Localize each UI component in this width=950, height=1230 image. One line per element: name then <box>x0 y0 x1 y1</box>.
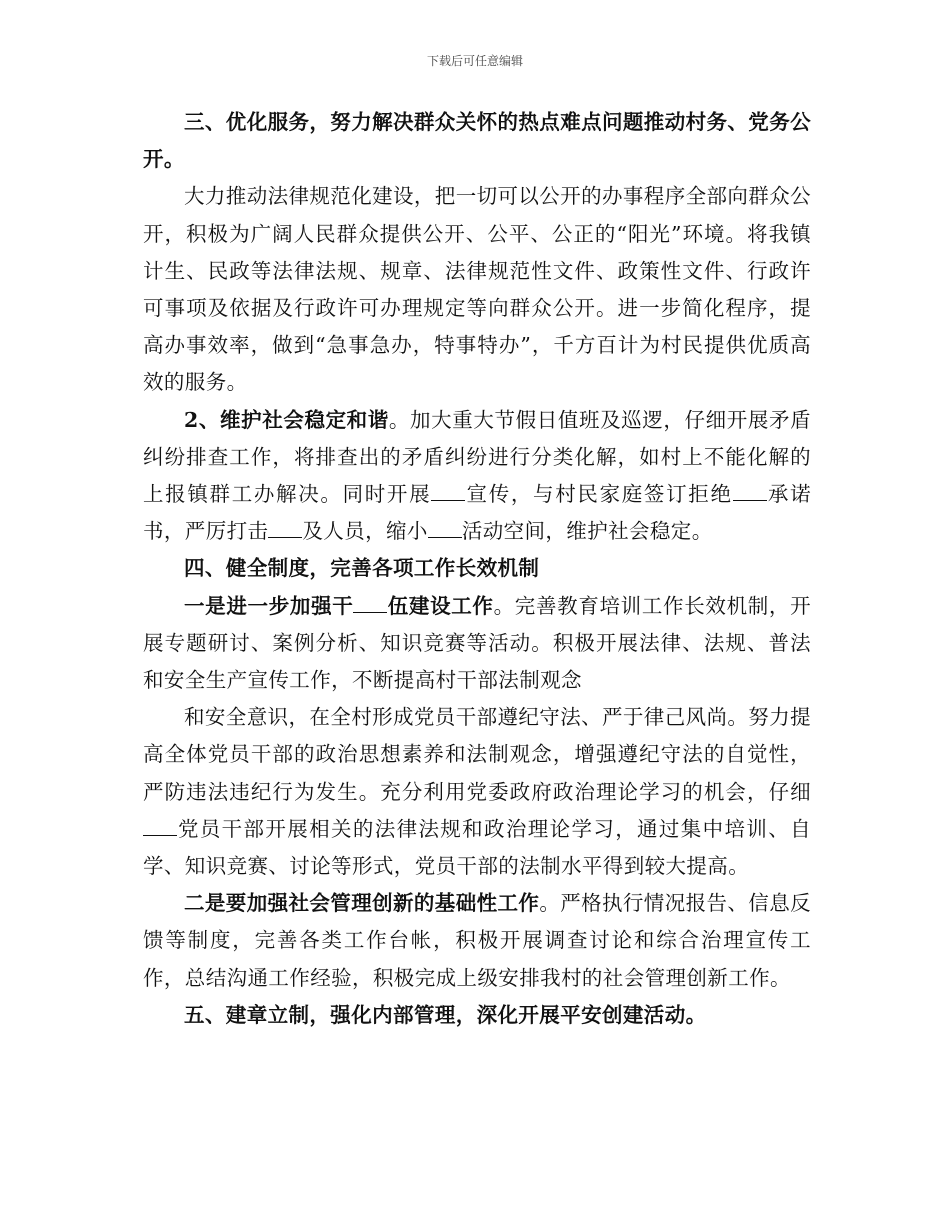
text-run: 和安全意识，在全村形成党员干部遵纪守法、严于律己风尚。努力提高全体党员干部的政治思想素养和法制观念，增强遵纪守法的自觉性，严防违法违纪行为发生。充分利用党委政府政治理论学习的机会，仔细 <box>143 705 811 804</box>
blank-underline <box>431 482 465 501</box>
text-run: 。完善教育培训工作长效机制，开展专题研讨、案例分析、知识竞赛等活动。积极开展法律、法规、普法和安全生产宣传工作，不断提高村干部法制观念 <box>143 593 812 693</box>
text-run: 及人员，缩小 <box>302 519 428 544</box>
paragraph-legal-disclosure: 大力推动法律规范化建设，把一切可以公开的办事程序全部向群众公开，积极为广阔人民群众提供公开、公平、公正的“阳光”环境。将我镇计生、民政等法律法规、规章、法律规范性文件、政策性文件、行政许可事项及依据及行政许可办理规定等向群众公开。进一步简化程序，提高办事效率，做到“急事急办，特事特办”，千方百计为村民提供优质高效的服务。 <box>143 184 811 395</box>
blank-underline <box>143 817 177 836</box>
text-run: 宣传，与村民家庭签订拒绝 <box>465 482 733 507</box>
text-run: 活动空间，维护社会稳定。 <box>461 519 713 544</box>
paragraph-team-building <box>143 588 811 700</box>
section-heading-5: 五、建章立制，强化内部管理，深化开展平安创建活动。 <box>184 1002 707 1027</box>
paragraph-lead-bold: 伍建设工作 <box>387 593 494 618</box>
blank-underline <box>268 519 302 538</box>
text-run: 党员干部开展相关的法律法规和政治理论学习，通过集中培训、自学、知识竞赛、讨论等形式，党员干部的法制水平得到较大提高。 <box>143 816 811 879</box>
paragraph-safety-awareness <box>143 699 811 885</box>
paragraph-lead-bold: 2、维护社会稳定和谐 <box>184 407 389 432</box>
text-run: 承诺书，严厉打击 <box>143 482 811 544</box>
section-heading-3: 三、优化服务，努力解决群众关怀的热点难点问题推动村务、党务公开。 <box>143 110 811 172</box>
paragraph-social-management <box>143 885 811 997</box>
page-header: 下载后可任意编辑 <box>426 54 523 68</box>
paragraph-social-stability <box>143 402 811 551</box>
paragraph-lead-bold: 二是要加强社会管理创新的基础性工作 <box>184 891 540 916</box>
document-body <box>143 104 811 1034</box>
blank-underline <box>353 594 387 613</box>
text-run: 。加大重大节假日值班及巡逻，仔细开展矛盾纠纷排查工作，将排查出的矛盾纠纷进行分类化解，如村上不能化解的上报镇群工办解决。同时开展 <box>143 407 812 507</box>
text-run: 。严格执行情况报告、信息反馈等制度，完善各类工作台帐，积极开展调查讨论和综合治理宣传工作，总结沟通工作经验，积极完成上级安排我村的社会管理创新工作。 <box>143 891 812 990</box>
blank-underline <box>733 482 767 501</box>
paragraph-lead-bold: 一是进一步加强干 <box>184 593 354 618</box>
blank-underline <box>428 519 462 538</box>
section-heading-4: 四、健全制度，完善各项工作长效机制 <box>184 556 540 581</box>
